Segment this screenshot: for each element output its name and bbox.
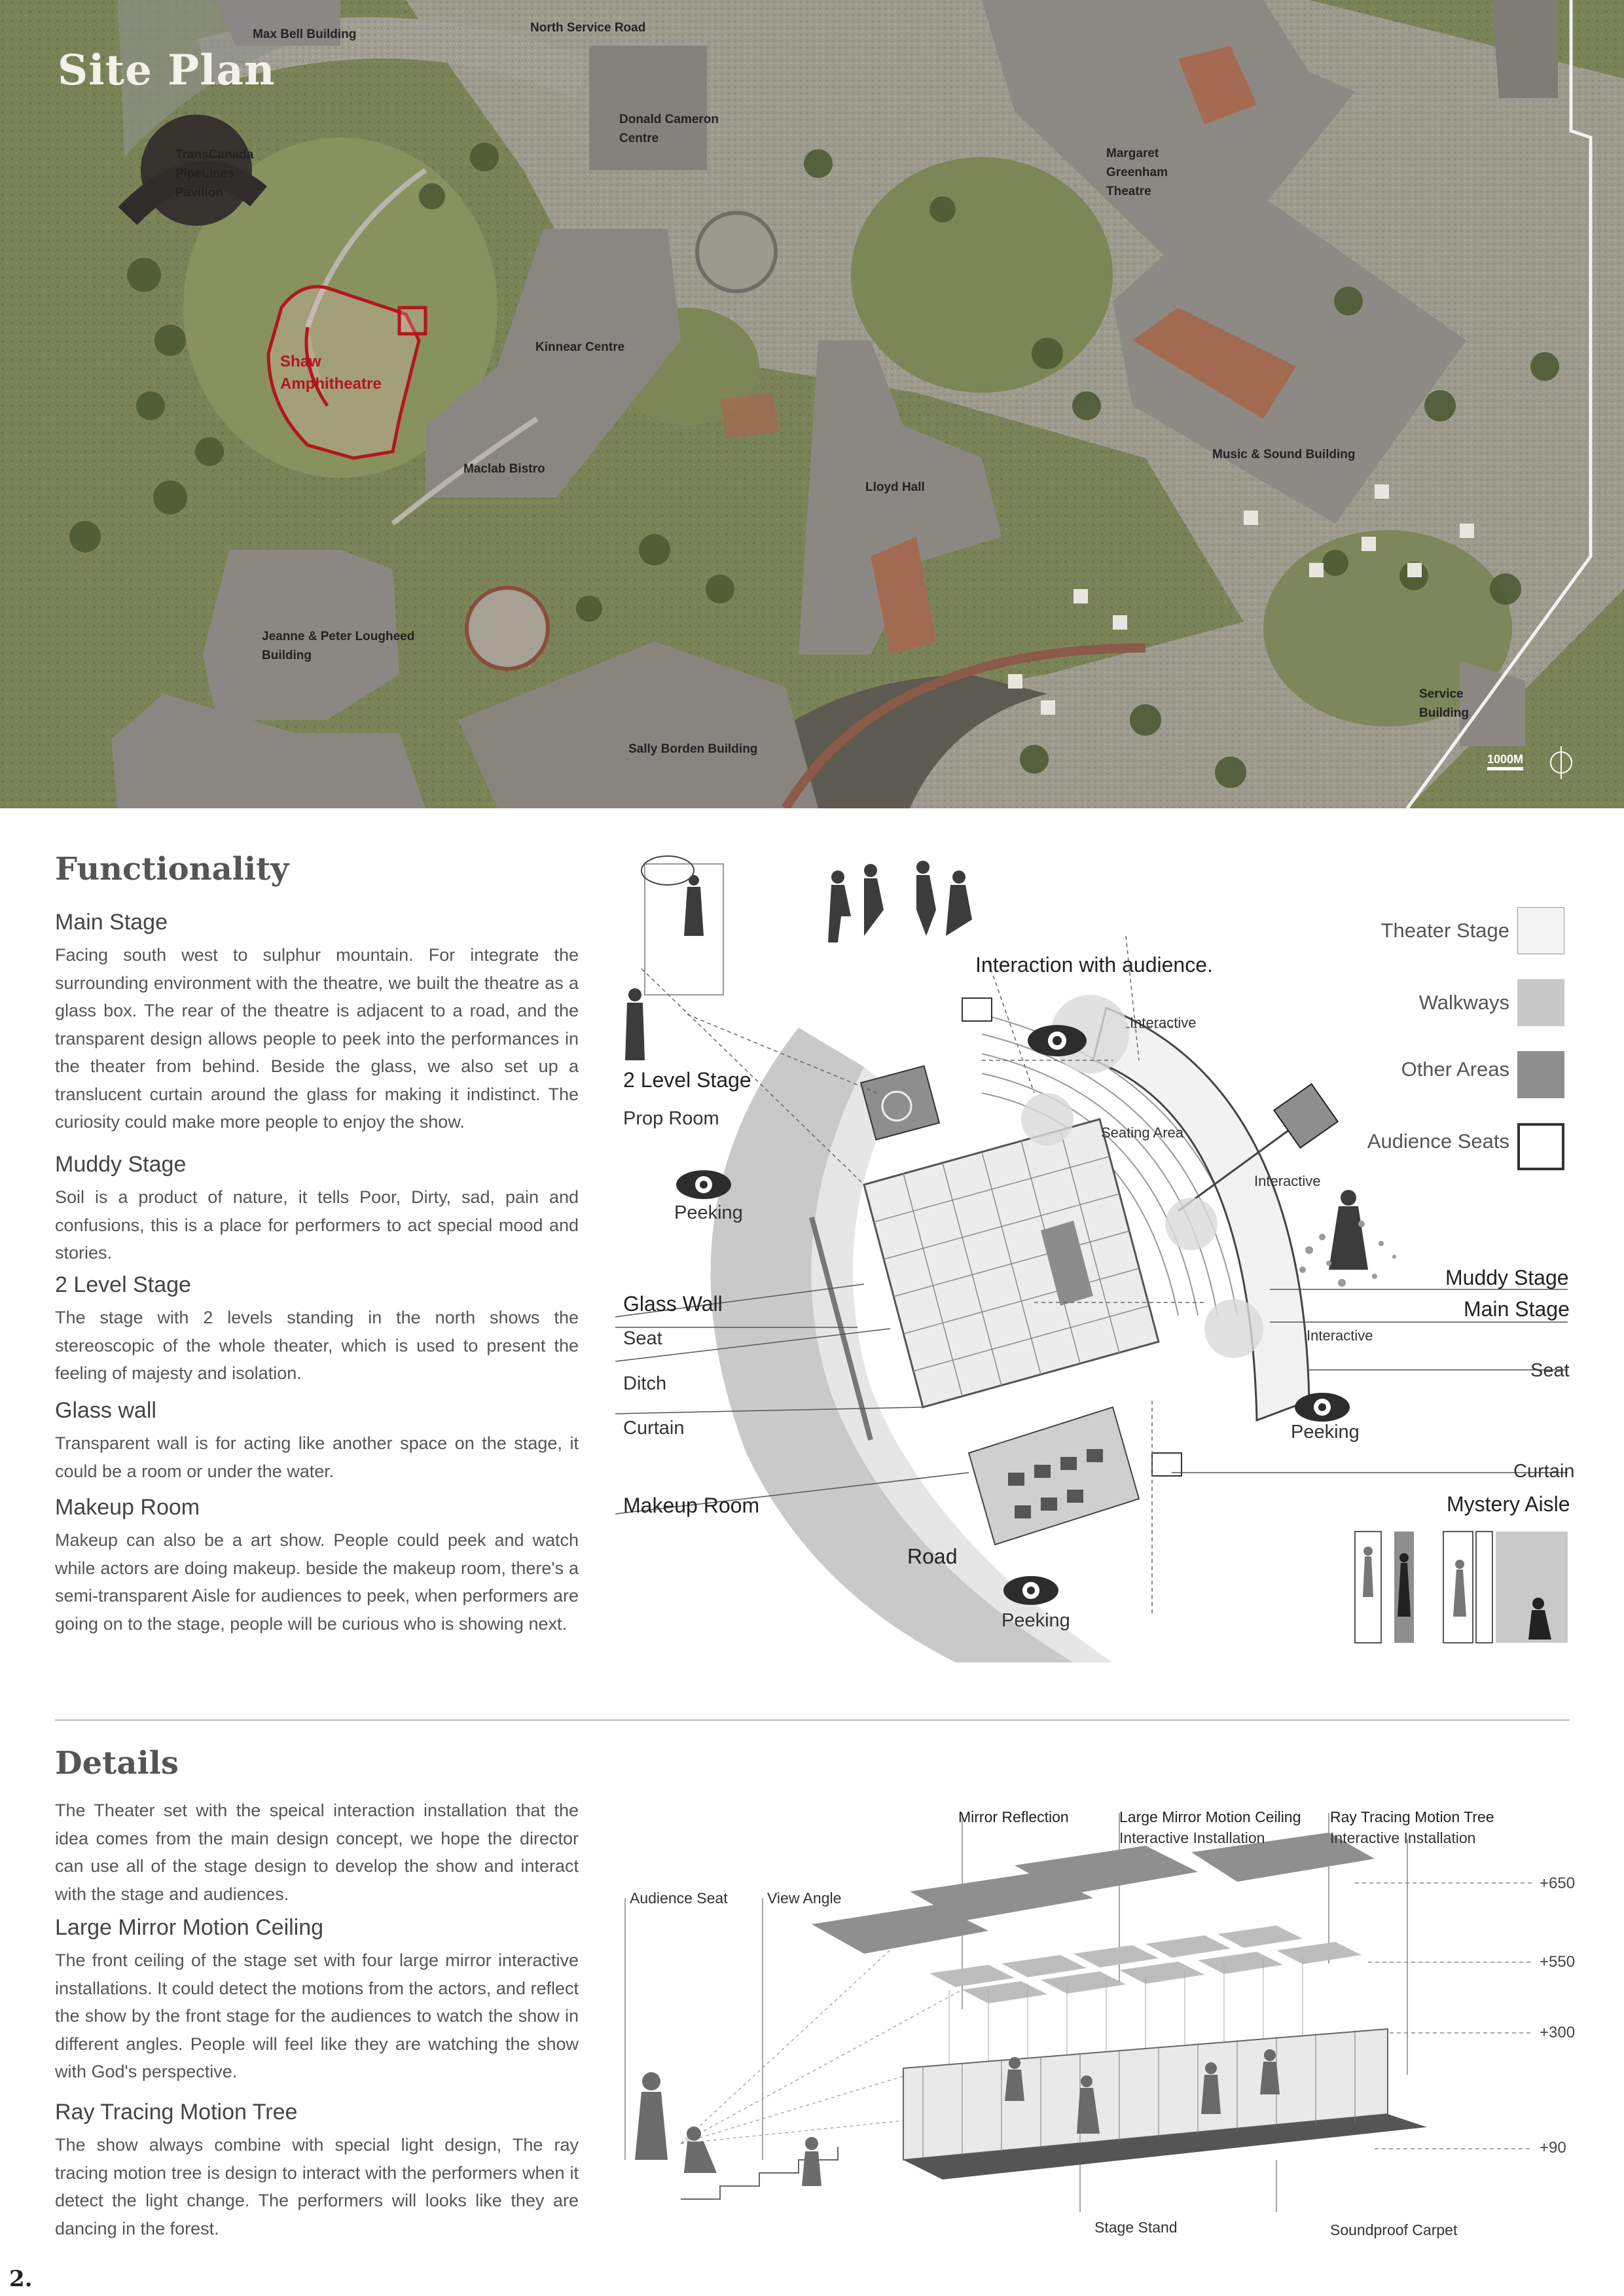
label-mystery-aisle: Mystery Aisle: [1447, 1492, 1570, 1516]
two-level-stage-text: The stage with 2 levels standing in the north shows the stereoscopic of the whole theater, which is used to present the feeling of majesty and isolation.: [55, 1308, 579, 1383]
label-seating-area: Seating Area: [1101, 1124, 1183, 1141]
eye-icon: [676, 1170, 731, 1199]
level-550: +550: [1540, 1953, 1576, 1971]
page-number: 2.: [9, 2266, 33, 2292]
label-max-bell: Max Bell Building: [253, 27, 357, 41]
label-curtain-left: Curtain: [623, 1418, 685, 1439]
makeup-room-title: Makeup Room: [55, 1495, 200, 1520]
details-intro: The Theater set with the speical interaction installation that the idea comes from the main design concept, we hope the director can use all of the stage design to develop the show and interact with the stage and audiences.: [55, 1801, 579, 1904]
label-interactive-installation-2: Interactive Installation: [1330, 1829, 1476, 1846]
level-300: +300: [1540, 2024, 1576, 2041]
label-soundproof-carpet: Soundproof Carpet: [1330, 2221, 1458, 2238]
label-interactive-mid: Interactive: [1254, 1173, 1321, 1189]
label-maclab: Maclab Bistro: [463, 462, 545, 476]
ray-tracing-text: The show always combine with special light design, The ray tracing motion tree is design to interact with the performers when it detect the light change. The performers will looks like they are dancing in the forest.: [55, 2135, 579, 2238]
site-plan-title: Site Plan: [58, 46, 276, 95]
makeup-room-text: Makeup can also be a art show. People could peek and watch while actors are doing makeup. beside the makeup room, there's a semi-transparent Aisle for audiences to peek, when performers are going on to the stage, people will be curious who is showing next.: [55, 1530, 579, 1634]
label-peeking-right: Peeking: [1291, 1422, 1360, 1443]
label-sally-borden: Sally Borden Building: [628, 742, 758, 756]
large-mirror-text: The front ceiling of the stage set with four large mirror interactive installations. It could detect the motions from the actors, and reflect the show by the front stage for the audiences to watch the show in different angles. People will feel like they are watching the show with God's perspective.: [55, 1950, 579, 2081]
label-lloyd: Lloyd Hall: [865, 480, 925, 494]
legend-swatch-walkways: [1517, 979, 1564, 1026]
label-interactive-installation-1: Interactive Installation: [1119, 1829, 1265, 1846]
ray-tracing-title: Ray Tracing Motion Tree: [55, 2100, 298, 2125]
label-road: Road: [907, 1545, 958, 1568]
label-margaret-greenham: Margaret Greenham Theatre: [1106, 147, 1168, 198]
label-curtain-right: Curtain: [1513, 1461, 1575, 1482]
label-donald-cameron: Donald Cameron Centre: [619, 113, 719, 145]
label-peeking-left: Peeking: [674, 1202, 743, 1223]
level-90: +90: [1540, 2139, 1566, 2157]
label-ditch: Ditch: [623, 1373, 667, 1394]
label-music-sound: Music & Sound Building: [1212, 448, 1356, 461]
label-two-level-stage: 2 Level Stage: [623, 1068, 751, 1092]
details-axonometric-diagram: [622, 1793, 1578, 2251]
legend-label-audience-seats: Audience Seats: [1367, 1130, 1509, 1153]
legend-label-other-areas: Other Areas: [1401, 1058, 1509, 1081]
label-lougheed: Jeanne & Peter Lougheed Building: [262, 630, 415, 662]
label-muddy-stage: Muddy Stage: [1445, 1266, 1569, 1289]
label-mirror-reflection: Mirror Reflection: [958, 1808, 1069, 1825]
makeup-room-block: [969, 1407, 1139, 1545]
legend-swatch-other-areas: [1517, 1051, 1564, 1098]
legend-label-walkways: Walkways: [1418, 991, 1509, 1014]
label-transcanada: TransCanada PipeLines Pavilion: [175, 148, 254, 200]
two-level-stage-title: 2 Level Stage: [55, 1272, 191, 1297]
label-large-mirror-ceiling: Large Mirror Motion Ceiling: [1119, 1808, 1301, 1825]
label-service: Service Building: [1419, 687, 1469, 720]
label-interaction-audience: Interaction with audience.: [975, 953, 1213, 977]
label-prop-room: Prop Room: [623, 1108, 719, 1129]
eye-icon: [1295, 1393, 1350, 1422]
main-stage-text: Facing south west to sulphur mountain. For integrate the surrounding environment with the theatre, we built the theatre as a glass box. The rear of the theatre is adjacent to a road, and the transparent design allows people to peek into the performances in the theater from behind. Beside the glass, we also set up a translucent curtain around the glass for making it indistinct. The curiosity could make more people to enjoy the show.: [55, 945, 579, 1132]
site-plan: [0, 0, 1624, 808]
label-audience-seat: Audience Seat: [630, 1890, 728, 1907]
label-stage-stand: Stage Stand: [1094, 2219, 1178, 2236]
site-plan-map: [0, 0, 1624, 808]
muddy-stage-text: Soil is a product of nature, it tells Poor, Dirty, sad, pain and confusions, this is a place for performers to act special mood and stories.: [55, 1187, 579, 1263]
muddy-stage-title: Muddy Stage: [55, 1152, 187, 1177]
label-shaw-amphitheatre: Shaw Amphitheatre: [280, 353, 382, 393]
level-650: +650: [1540, 1874, 1576, 1892]
label-view-angle: View Angle: [767, 1890, 842, 1907]
glass-wall-title: Glass wall: [55, 1398, 156, 1423]
legend-swatch-theater-stage: [1517, 907, 1564, 954]
audience-silhouettes: [635, 2072, 821, 2186]
functionality-heading: Functionality: [55, 851, 289, 888]
legend-label-theater-stage: Theater Stage: [1380, 919, 1509, 942]
mystery-aisle-figures: [1355, 1532, 1568, 1643]
details-heading: Details: [55, 1745, 179, 1782]
eye-icon: [1028, 1025, 1087, 1056]
label-glass-wall: Glass Wall: [623, 1292, 723, 1316]
label-interactive-low: Interactive: [1307, 1327, 1373, 1344]
label-kinnear: Kinnear Centre: [535, 340, 625, 354]
label-north-service-road: North Service Road: [530, 21, 646, 35]
legend-swatch-audience-seats: [1517, 1123, 1564, 1170]
glass-wall-text: Transparent wall is for acting like another space on the stage, it could be a room or under the water.: [55, 1433, 579, 1481]
label-main-stage: Main Stage: [1464, 1297, 1570, 1321]
label-interactive-top: Interactive: [1130, 1014, 1197, 1031]
label-seat-left: Seat: [623, 1328, 662, 1349]
main-stage-title: Main Stage: [55, 910, 168, 935]
scale-bar-label: 1000M: [1487, 753, 1524, 766]
section-divider: [55, 1719, 1570, 1721]
label-peeking-bottom: Peeking: [1001, 1610, 1070, 1631]
label-ray-tracing-tree: Ray Tracing Motion Tree: [1330, 1808, 1494, 1825]
large-mirror-title: Large Mirror Motion Ceiling: [55, 1915, 324, 1940]
eye-icon: [1003, 1576, 1058, 1605]
label-makeup-room: Makeup Room: [623, 1494, 760, 1517]
label-seat-right: Seat: [1530, 1360, 1570, 1381]
